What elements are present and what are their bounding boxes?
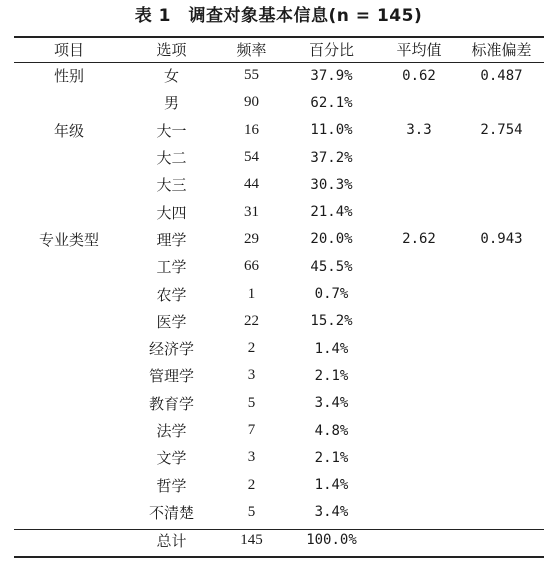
table-row: [14, 390, 544, 417]
option-cell: 法学: [156, 422, 187, 440]
item-cell: 性别: [53, 67, 84, 86]
std-dev-cell: [459, 335, 544, 362]
mean-cell: [379, 335, 459, 362]
table-row: [14, 253, 544, 280]
percentage-cell: 3.4%: [314, 395, 349, 412]
total-item: [14, 526, 124, 554]
mean-cell: [379, 89, 459, 116]
table-row: [14, 117, 544, 144]
option-cell: 女: [163, 67, 179, 86]
percentage-cell: 37.2%: [310, 149, 353, 166]
std-dev-cell: 0.487: [480, 67, 523, 84]
item-cell: [14, 171, 124, 198]
percentage-cell: 20.0%: [310, 231, 353, 248]
frequency-cell: 31: [244, 203, 259, 220]
table-row: [14, 444, 544, 471]
table-row: [14, 226, 544, 253]
item-cell: [14, 335, 124, 362]
percentage-cell: 0.7%: [314, 286, 349, 303]
bottom-rule: [14, 556, 544, 558]
mean-cell: [379, 280, 459, 307]
item-cell: 年级: [53, 121, 84, 140]
item-cell: 专业类型: [38, 230, 99, 249]
option-cell: 理学: [156, 230, 187, 249]
option-cell: 工学: [156, 258, 187, 277]
mean-cell: 2.62: [402, 231, 436, 248]
std-dev-cell: [459, 144, 544, 171]
frequency-cell: 5: [247, 394, 256, 411]
option-cell: 农学: [156, 285, 187, 304]
item-cell: [14, 471, 124, 498]
survey-info-table: [14, 37, 544, 554]
table-row: [14, 144, 544, 171]
mean-cell: [379, 144, 459, 171]
std-dev-cell: [459, 253, 544, 280]
std-dev-cell: [459, 362, 544, 389]
item-cell: [14, 253, 124, 280]
mean-cell: [379, 198, 459, 225]
table-row: [14, 308, 544, 335]
percentage-cell: 1.4%: [314, 477, 349, 494]
table-row: [14, 362, 544, 389]
std-dev-cell: [459, 280, 544, 307]
std-dev-cell: [459, 171, 544, 198]
item-cell: [14, 499, 124, 526]
total-std-dev: [459, 526, 544, 554]
std-dev-cell: [459, 417, 544, 444]
frequency-cell: 44: [244, 176, 259, 193]
mean-cell: [379, 308, 459, 335]
mean-cell: [379, 390, 459, 417]
item-cell: [14, 144, 124, 171]
table-row: [14, 171, 544, 198]
std-dev-cell: [459, 471, 544, 498]
std-dev-cell: [459, 444, 544, 471]
total-label: 总计: [156, 531, 187, 550]
percentage-cell: 2.1%: [314, 449, 349, 466]
frequency-cell: 66: [244, 258, 259, 275]
option-cell: 哲学: [156, 476, 187, 495]
option-cell: 管理学: [148, 367, 194, 386]
mean-cell: [379, 362, 459, 389]
item-cell: [14, 444, 124, 471]
option-cell: 大一: [156, 121, 187, 140]
percentage-cell: 21.4%: [310, 204, 353, 221]
mean-cell: [379, 253, 459, 280]
percentage-cell: 30.3%: [310, 176, 353, 193]
mean-cell: [379, 417, 459, 444]
frequency-cell: 54: [244, 149, 259, 166]
table-row: [14, 62, 544, 89]
table-row: [14, 198, 544, 225]
option-cell: 医学: [156, 312, 187, 331]
mean-cell: [379, 171, 459, 198]
percentage-cell: 45.5%: [310, 258, 353, 275]
table-row: [14, 335, 544, 362]
frequency-cell: 3: [247, 449, 256, 466]
total-percentage: 100.0%: [306, 532, 357, 549]
frequency-cell: 90: [244, 94, 259, 111]
header-frequency: 频率: [236, 41, 267, 59]
total-row: [14, 526, 544, 554]
std-dev-cell: [459, 198, 544, 225]
item-cell: [14, 390, 124, 417]
option-cell: 大三: [156, 176, 187, 195]
mean-cell: [379, 444, 459, 471]
frequency-cell: 16: [244, 121, 259, 138]
item-cell: [14, 198, 124, 225]
std-dev-cell: 2.754: [480, 122, 523, 139]
total-mean: [379, 526, 459, 554]
percentage-cell: 3.4%: [314, 504, 349, 521]
percentage-cell: 2.1%: [314, 367, 349, 384]
header-mean: 平均值: [396, 41, 442, 59]
option-cell: 大四: [156, 203, 187, 222]
item-cell: [14, 308, 124, 335]
mean-cell: [379, 471, 459, 498]
frequency-cell: 2: [247, 476, 256, 493]
header-item: 项目: [53, 41, 84, 59]
frequency-cell: 22: [244, 312, 259, 329]
std-dev-cell: 0.943: [480, 231, 523, 248]
header-row: [14, 37, 544, 62]
table-row: [14, 499, 544, 526]
table-row: [14, 471, 544, 498]
header-percentage: 百分比: [308, 41, 354, 59]
item-cell: [14, 280, 124, 307]
total-frequency: 145: [240, 531, 263, 548]
mean-cell: 0.62: [402, 67, 436, 84]
percentage-cell: 1.4%: [314, 340, 349, 357]
frequency-cell: 55: [244, 67, 259, 84]
std-dev-cell: [459, 89, 544, 116]
option-cell: 教育学: [148, 394, 194, 413]
frequency-cell: 5: [247, 503, 256, 520]
percentage-cell: 62.1%: [310, 94, 353, 111]
table-row: [14, 280, 544, 307]
frequency-cell: 1: [247, 285, 256, 302]
percentage-cell: 11.0%: [310, 122, 353, 139]
std-dev-cell: [459, 308, 544, 335]
std-dev-cell: [459, 390, 544, 417]
header-option: 选项: [156, 41, 187, 59]
std-dev-cell: [459, 499, 544, 526]
option-cell: 文学: [156, 449, 187, 468]
percentage-cell: 4.8%: [314, 422, 349, 439]
option-cell: 经济学: [148, 340, 194, 359]
item-cell: [14, 362, 124, 389]
item-cell: [14, 89, 124, 116]
frequency-cell: 3: [247, 367, 256, 384]
percentage-cell: 37.9%: [310, 67, 353, 84]
option-cell: 不清楚: [148, 503, 194, 522]
header-std-dev: 标准偏差: [471, 41, 532, 59]
frequency-cell: 2: [247, 340, 256, 357]
frequency-cell: 29: [244, 230, 259, 247]
option-cell: 男: [163, 94, 179, 113]
table-row: [14, 417, 544, 444]
mean-cell: [379, 499, 459, 526]
frequency-cell: 7: [247, 422, 256, 438]
percentage-cell: 15.2%: [310, 313, 353, 330]
table-row: [14, 89, 544, 116]
option-cell: 大二: [156, 149, 187, 168]
table-caption: 表 1 调查对象基本信息(n = 145): [134, 6, 423, 26]
item-cell: [14, 417, 124, 444]
mean-cell: 3.3: [406, 122, 432, 139]
